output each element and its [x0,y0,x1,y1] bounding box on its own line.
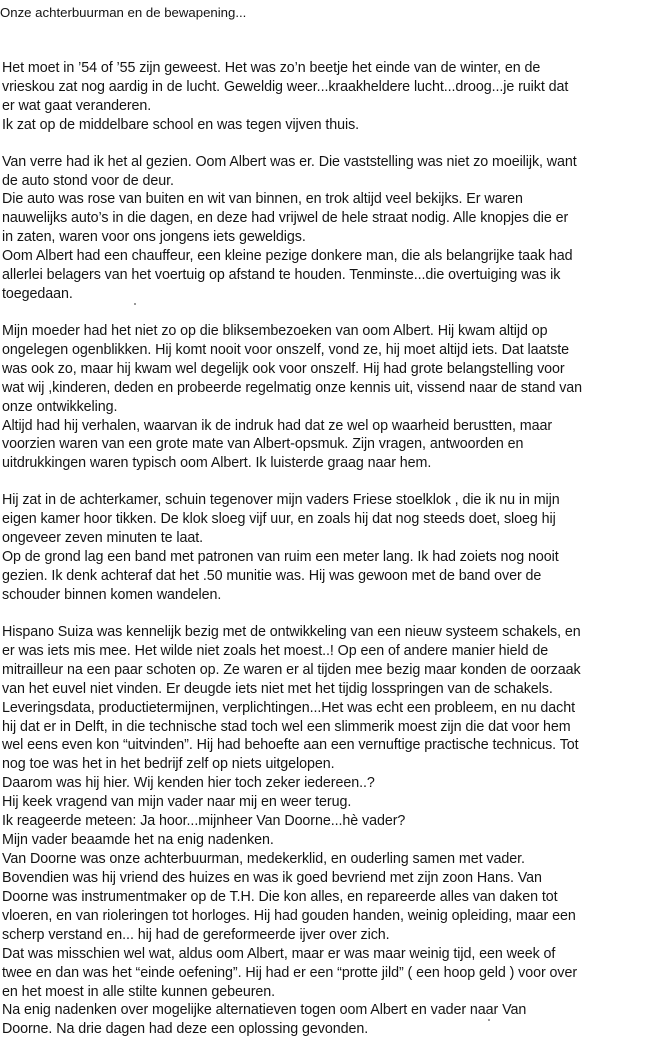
text-line: scherp verstand en... hij had de gereformeerde ijver over zich. [2,927,390,943]
text-line: van het euvel niet vinden. Er deugde iets niet met het tijdig losspringen van de schakels. [2,681,553,697]
text-line: Ik reageerde meteen: Ja hoor...mijnheer Van Doorne...hè vader? [2,813,406,829]
text-line: Doorne was instrumentmaker op de T.H. Die kon alles, en repareerde alles van daken tot [2,889,558,905]
scan-speck [134,303,136,305]
text-line: hij dat er in Delft, in die technische stad toch wel een slimmerik moest zijn die dat voor hem [2,719,571,735]
text-line: Mijn moeder had het niet zo op die bliksembezoeken van oom Albert. Hij kwam altijd op [2,323,548,339]
text-line: Op de grond lag een band met patronen van ruim een meter lang. Ik had zoiets nog nooit [2,549,559,565]
text-line: toegedaan. [2,286,73,302]
text-line: allerlei belagers van het voertuig op afstand te houden. Tenminste...die overtuiging was ik [2,267,561,283]
text-line: er wat gaat veranderen. [2,98,152,114]
text-line: wat wij ,kinderen, deden en probeerde regelmatig onze kennis uit, vissend naar de stand van [2,380,583,396]
text-line: Altijd had hij verhalen, waarvan ik de indruk had dat ze wel op waarheid berustten, maar [2,418,553,434]
text-line: Hij keek vragend van mijn vader naar mij en weer terug. [2,794,352,810]
text-line: mitrailleur na een paar schoten op. Ze waren er al tijden mee bezig maar konden de oorzaak [2,662,581,678]
text-line: de auto stond voor de deur. [2,173,174,189]
text-line: was ook zo, maar hij kwam wel degelijk ook voor onszelf. Hij had grote belangstelling voor [2,361,565,377]
scan-speck [488,1019,490,1021]
text-line: Doorne. Na drie dagen had deze een oplossing gevonden. [2,1021,369,1037]
text-line: Daarom was hij hier. Wij kenden hier toch zeker iedereen..? [2,775,375,791]
text-line: er was iets mis mee. Het wilde niet zoals het moest..! Op een of andere manier hield de [2,643,549,659]
text-line: in zaten, waren voor ons jongens iets geweldigs. [2,229,306,245]
text-line: Dat was misschien wel wat, aldus oom Albert, maar er was maar weinig tijd, een week of [2,946,556,962]
document-title: Onze achterbuurman en de bewapening... [0,5,247,20]
text-line: voorzien waren van een grote mate van Albert-opsmuk. Zijn vragen, antwoorden en [2,436,524,452]
text-line: nauwelijks auto’s in die dagen, en deze had vrijwel de hele straat nodig. Alle knopjes die er [2,210,569,226]
text-line: Hispano Suiza was kennelijk bezig met de ontwikkeling van een nieuw systeem schakels, en [2,624,581,640]
text-line: twee en dan was het “einde oefening”. Hij had er een “protte jild” ( een hoop geld ) voor over [2,965,578,981]
text-line: gezien. Ik denk achteraf dat het .50 munitie was. Hij was gewoon met de band over de [2,568,542,584]
text-line: Na enig nadenken over mogelijke alternatieven togen oom Albert en vader naar Van [2,1002,527,1018]
text-line: ongelegen ogenblikken. Hij komt nooit voor onszelf, vond ze, hij moet altijd iets. Dat laatste [2,342,570,358]
text-line: Ik zat op de middelbare school en was tegen vijven thuis. [2,117,360,133]
text-line: ongeveer zeven minuten te laat. [2,530,203,546]
text-line: Van verre had ik het al gezien. Oom Albert was er. Die vaststelling was niet zo moeilijk, want [2,154,577,170]
text-line: onze ontwikkeling. [2,399,118,415]
text-line: Die auto was rose van buiten en wit van binnen, en trok altijd veel bekijks. Er waren [2,191,523,207]
text-line: Van Doorne was onze achterbuurman, medekerklid, en ouderling samen met vader. [2,851,525,867]
text-line: wel eens even kon “uitvinden”. Hij had behoefte aan een vernuftige practische technicus. Tot [2,737,579,753]
text-line: nog toe was het in het bedrijf zelf op niets uitgelopen. [2,756,335,772]
text-line: Hij zat in de achterkamer, schuin tegenover mijn vaders Friese stoelklok , die ik nu in mijn [2,492,560,508]
text-line: uitdrukkingen waren typisch oom Albert. Ik luisterde graag naar hem. [2,455,432,471]
text-line: Oom Albert had een chauffeur, een kleine pezige donkere man, die als belangrijke taak had [2,248,573,264]
text-line: vrieskou zat nog aardig in de lucht. Geweldig weer...kraakheldere lucht...droog...je ruikt dat [2,79,569,95]
text-line: Mijn vader beaamde het na enig nadenken. [2,832,274,848]
text-line: Het moet in ’54 of ’55 zijn geweest. Het was zo’n beetje het einde van de winter, en de [2,60,541,76]
text-line: eigen kamer hoor tikken. De klok sloeg vijf uur, en zoals hij dat nog steeds doet, sloeg hij [2,511,556,527]
text-line: Bovendien was hij vriend des huizes en was ik goed bevriend met zijn zoon Hans. Van [2,870,542,886]
text-line: Leveringsdata, productietermijnen, verplichtingen...Het was echt een probleem, en nu dacht [2,700,575,716]
text-line: schouder binnen komen wandelen. [2,587,222,603]
text-line: vloeren, en van rioleringen tot horloges. Hij had gouden handen, weinig opleiding, maar een [2,908,576,924]
text-line: en het moest in alle stilte kunnen gebeuren. [2,984,276,1000]
